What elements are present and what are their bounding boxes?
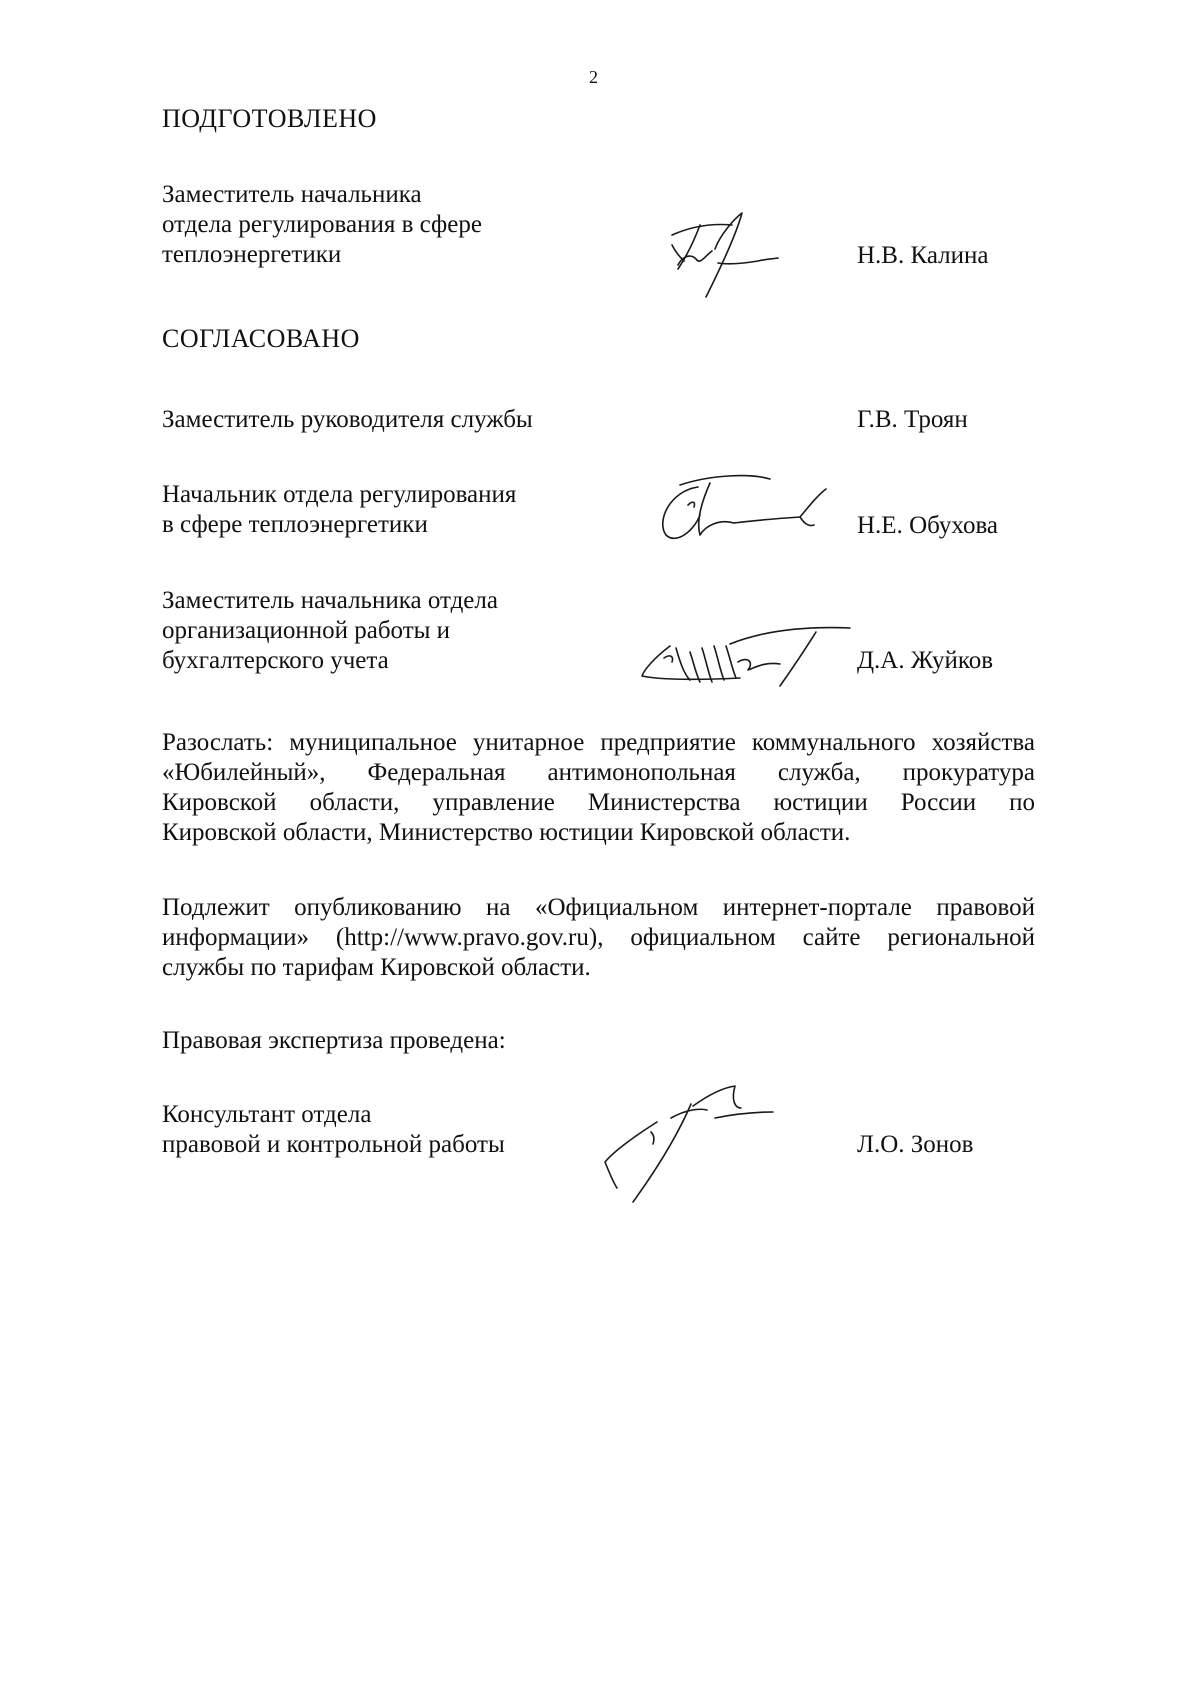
- signature-zonov: [595, 1078, 785, 1208]
- approved-position-line: бухгалтерского учета: [162, 647, 389, 674]
- prepared-name: Н.В. Калина: [857, 242, 989, 269]
- approved-position-line: Заместитель начальника отдела: [162, 587, 498, 614]
- publication-line: информации» (http://www.pravo.gov.ru), официальном сайте региональной: [162, 924, 1035, 951]
- prepared-position-line: отдела регулирования в сфере: [162, 211, 482, 238]
- publication-line: службы по тарифам Кировской области.: [162, 954, 591, 981]
- distribution-line: «Юбилейный», Федеральная антимонопольная служба, прокуратура: [162, 759, 1035, 786]
- distribution-line: Кировской области, Министерство юстиции Кировской области.: [162, 819, 851, 846]
- legal-review-heading: Правовая экспертиза проведена:: [162, 1027, 506, 1054]
- approved-position-line: в сфере теплоэнергетики: [162, 511, 428, 538]
- approved-position-line: Начальник отдела регулирования: [162, 481, 517, 508]
- prepared-heading: ПОДГОТОВЛЕНО: [162, 104, 377, 133]
- approved-position-line: организационной работы и: [162, 617, 451, 644]
- legal-review-position-line: Консультант отдела: [162, 1101, 372, 1128]
- legal-review-position-line: правовой и контрольной работы: [162, 1131, 505, 1158]
- approved-heading: СОГЛАСОВАНО: [162, 324, 360, 353]
- prepared-position-line: Заместитель начальника: [162, 181, 422, 208]
- prepared-position-line: теплоэнергетики: [162, 241, 342, 268]
- approved-signer-name: Н.Е. Обухова: [857, 512, 999, 539]
- approved-position-line: Заместитель руководителя службы: [162, 406, 533, 433]
- signature-kalina: [660, 205, 800, 305]
- publication-line: Подлежит опубликованию на «Официальном интернет-портале правовой: [162, 894, 1035, 921]
- approved-signer-name: Д.А. Жуйков: [857, 647, 994, 674]
- signature-obukhova: [650, 465, 840, 555]
- signature-zhuykov: [630, 618, 860, 698]
- distribution-line: Разослать: муниципальное унитарное предприятие коммунального хозяйства: [162, 729, 1035, 756]
- distribution-paragraph: [162, 728, 1035, 848]
- publication-paragraph: [162, 893, 1035, 983]
- legal-review-name: Л.О. Зонов: [857, 1131, 974, 1158]
- page-number: 2: [589, 67, 598, 87]
- distribution-line: Кировской области, управление Министерства юстиции России по: [162, 789, 1035, 816]
- approved-signer-name: Г.В. Троян: [857, 406, 968, 433]
